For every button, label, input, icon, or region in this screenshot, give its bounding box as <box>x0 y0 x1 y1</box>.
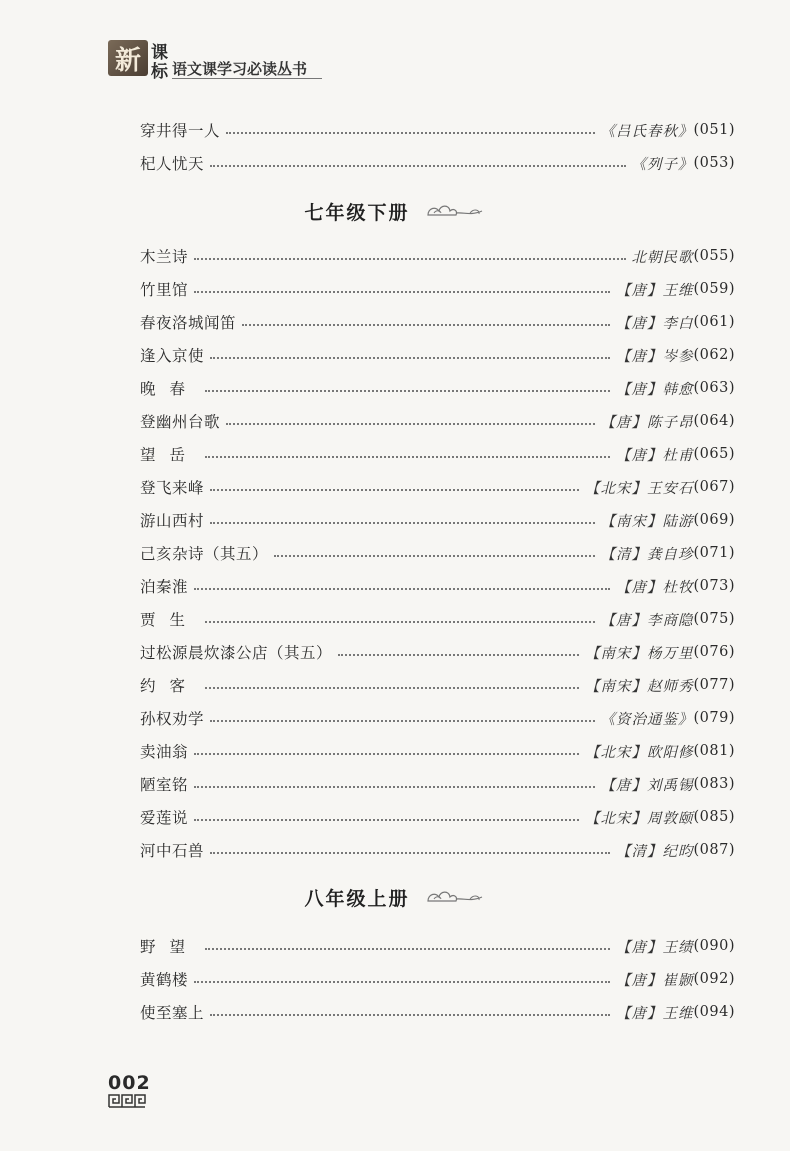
toc-title: 卖油翁 <box>140 743 189 761</box>
toc-title: 游山西村 <box>140 512 205 530</box>
toc-source: 【北宋】欧阳修 <box>585 744 694 761</box>
toc-page: (075) <box>693 611 735 627</box>
toc-title: 约客 <box>140 677 200 695</box>
toc-source: 【南宋】陆游 <box>600 513 694 530</box>
toc-source: 【唐】王维 <box>616 1005 694 1022</box>
toc-leader-dots <box>205 686 579 689</box>
toc-leader-dots <box>205 389 610 392</box>
toc-row[interactable] <box>140 574 735 598</box>
toc-leader-dots <box>242 323 610 326</box>
toc-page: (077) <box>693 677 735 693</box>
toc-title: 泊秦淮 <box>140 578 189 596</box>
section-heading-grade7-vol2 <box>0 194 790 228</box>
toc-source: 【唐】李白 <box>616 315 694 332</box>
toc-source: 【南宋】赵师秀 <box>585 678 694 695</box>
toc-row[interactable] <box>140 739 735 763</box>
toc-source: 【唐】王维 <box>616 282 694 299</box>
toc-title: 晚春 <box>140 380 200 398</box>
toc-leader-dots <box>194 587 610 590</box>
header-biao-char: 标 <box>151 62 168 82</box>
toc-source: 【唐】杜甫 <box>616 447 694 464</box>
toc-title: 竹里馆 <box>140 281 189 299</box>
toc-row[interactable] <box>140 409 735 433</box>
section-title: 八年级上册 <box>304 887 410 910</box>
toc-title: 杞人忧天 <box>140 155 205 173</box>
toc-row[interactable] <box>140 640 735 664</box>
toc-leader-dots <box>194 752 579 755</box>
toc-page: (073) <box>693 578 735 594</box>
toc-page: (063) <box>693 380 735 396</box>
toc-source: 《资治通鉴》 <box>600 711 694 728</box>
toc-page: (051) <box>693 122 735 138</box>
toc-leader-dots <box>205 455 610 458</box>
toc-row[interactable] <box>140 310 735 334</box>
toc-leader-dots <box>210 521 594 524</box>
toc-row[interactable] <box>140 838 735 862</box>
toc-page: (079) <box>693 710 735 726</box>
toc-title: 逢入京使 <box>140 347 205 365</box>
toc-leader-dots <box>226 131 594 134</box>
toc-title: 河中石兽 <box>140 842 205 860</box>
toc-title: 爱莲说 <box>140 809 189 827</box>
toc-page: (090) <box>693 938 735 954</box>
toc-source: 【唐】杜牧 <box>616 579 694 596</box>
toc-title: 春夜洛城闻笛 <box>140 314 237 332</box>
toc-source: 【北宋】王安石 <box>585 480 694 497</box>
toc-page: (055) <box>693 248 735 264</box>
toc-row[interactable] <box>140 967 735 991</box>
toc-page: (064) <box>693 413 735 429</box>
xin-logo-icon: 新 <box>108 40 148 76</box>
toc-leader-dots <box>194 257 625 260</box>
toc-title: 黄鹤楼 <box>140 971 189 989</box>
toc-leader-dots <box>338 653 579 656</box>
toc-page: (065) <box>693 446 735 462</box>
toc-source: 北朝民歌 <box>631 249 694 266</box>
toc-leader-dots <box>210 164 625 167</box>
toc-page: (085) <box>693 809 735 825</box>
series-header <box>108 38 308 80</box>
toc-title: 过松源晨炊漆公店（其五） <box>140 644 333 662</box>
toc-title: 使至塞上 <box>140 1004 205 1022</box>
toc-row[interactable] <box>140 508 735 532</box>
toc-row[interactable] <box>140 805 735 829</box>
toc-leader-dots <box>210 1013 610 1016</box>
toc-row[interactable] <box>140 541 735 565</box>
toc-page: (076) <box>693 644 735 660</box>
toc-page: (062) <box>693 347 735 363</box>
section-title: 七年级下册 <box>304 201 410 224</box>
toc-source: 【唐】刘禹锡 <box>600 777 694 794</box>
cloud-ornament-icon <box>424 886 486 908</box>
toc-leader-dots <box>210 851 610 854</box>
toc-row[interactable] <box>140 118 735 142</box>
toc-title: 登幽州台歌 <box>140 413 221 431</box>
toc-source: 【南宋】杨万里 <box>585 645 694 662</box>
toc-source: 【清】龚自珍 <box>600 546 694 563</box>
toc-page: (094) <box>693 1004 735 1020</box>
toc-source: 【清】纪昀 <box>616 843 694 860</box>
toc-row[interactable] <box>140 1000 735 1024</box>
toc-leader-dots <box>226 422 594 425</box>
toc-title: 野望 <box>140 938 200 956</box>
toc-row[interactable] <box>140 244 735 268</box>
toc-source: 【唐】王绩 <box>616 939 694 956</box>
toc-leader-dots <box>194 785 594 788</box>
toc-source: 【唐】陈子昂 <box>600 414 694 431</box>
toc-leader-dots <box>274 554 594 557</box>
toc-title: 贾生 <box>140 611 200 629</box>
toc-row[interactable] <box>140 607 735 631</box>
header-ke-char: 课 <box>151 43 168 63</box>
toc-title: 穿井得一人 <box>140 122 221 140</box>
toc-source: 【唐】韩愈 <box>616 381 694 398</box>
toc-leader-dots <box>205 947 610 950</box>
toc-row[interactable] <box>140 376 735 400</box>
toc-leader-dots <box>194 980 610 983</box>
toc-row[interactable] <box>140 343 735 367</box>
toc-row[interactable] <box>140 475 735 499</box>
toc-source: 【唐】李商隐 <box>600 612 694 629</box>
toc-leader-dots <box>210 356 610 359</box>
toc-title: 登飞来峰 <box>140 479 205 497</box>
toc-page: (069) <box>693 512 735 528</box>
toc-leader-dots <box>194 818 579 821</box>
toc-page: (092) <box>693 971 735 987</box>
toc-source: 【北宋】周敦颐 <box>585 810 694 827</box>
toc-page: (059) <box>693 281 735 297</box>
toc-title: 望岳 <box>140 446 200 464</box>
toc-row[interactable] <box>140 673 735 697</box>
toc-leader-dots <box>194 290 610 293</box>
cloud-ornament-icon <box>424 200 486 222</box>
toc-page: (067) <box>693 479 735 495</box>
toc-row[interactable] <box>140 442 735 466</box>
toc-page: (087) <box>693 842 735 858</box>
toc-title: 木兰诗 <box>140 248 189 266</box>
toc-title: 己亥杂诗（其五） <box>140 545 269 563</box>
toc-source: 《列子》 <box>631 156 694 173</box>
header-underline <box>172 78 322 79</box>
toc-source: 【唐】岑参 <box>616 348 694 365</box>
toc-leader-dots <box>205 620 594 623</box>
toc-row[interactable] <box>140 934 735 958</box>
toc-source: 《吕氏春秋》 <box>600 123 694 140</box>
toc-row[interactable] <box>140 772 735 796</box>
section-heading-grade8-vol1 <box>0 880 790 914</box>
toc-leader-dots <box>210 719 594 722</box>
fret-pattern-icon <box>108 1094 146 1108</box>
toc-page: (071) <box>693 545 735 561</box>
toc-title: 陋室铭 <box>140 776 189 794</box>
toc-row[interactable] <box>140 706 735 730</box>
toc-title: 孙权劝学 <box>140 710 205 728</box>
toc-page: (061) <box>693 314 735 330</box>
series-title: 语文课学习必读丛书 <box>172 60 308 78</box>
toc-row[interactable] <box>140 277 735 301</box>
toc-source: 【唐】崔颢 <box>616 972 694 989</box>
toc-row[interactable] <box>140 151 735 175</box>
page-number: 002 <box>108 1072 151 1094</box>
toc-leader-dots <box>210 488 579 491</box>
toc-page: (053) <box>693 155 735 171</box>
toc-page: (083) <box>693 776 735 792</box>
toc-page: (081) <box>693 743 735 759</box>
